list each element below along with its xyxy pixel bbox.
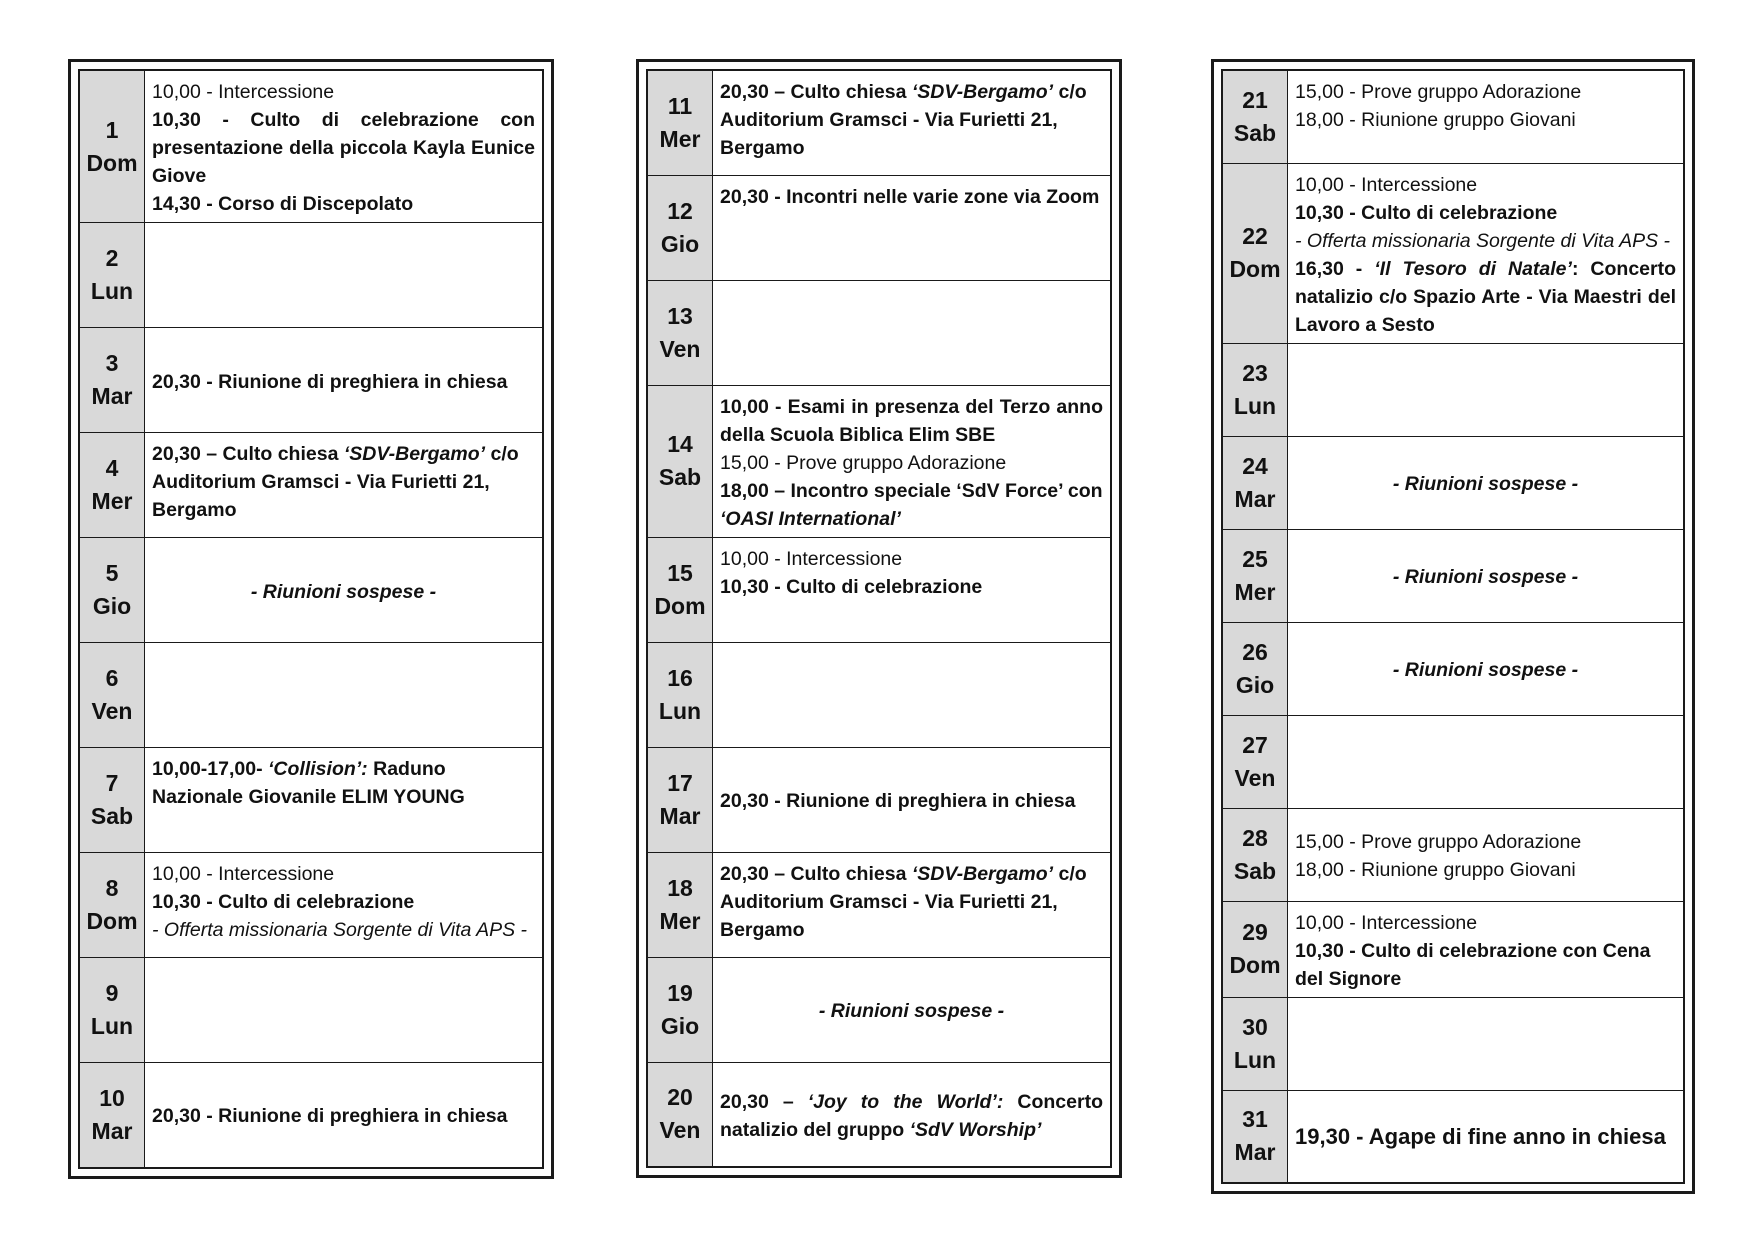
event-text: 10,30 - Culto di celebrazione (720, 575, 983, 598)
events-cell (713, 175, 1112, 280)
event-text: 18,00 - Riunione gruppo Giovani (1295, 109, 1576, 131)
event-text: 10,30 - Culto di celebrazione con presentazione della piccola Kayla Eunice Giove (152, 109, 535, 187)
events-cell (145, 433, 544, 538)
event-text: 10,30 - Culto di celebrazione con Cena del Signore (1295, 939, 1651, 990)
calendar-row-day-28 (1222, 808, 1684, 901)
day-name: Mer (1234, 578, 1276, 605)
event-line (1295, 106, 1676, 134)
day-number: 21 (1242, 86, 1268, 113)
event-line (720, 78, 1103, 162)
event-text: 18,00 - Riunione gruppo Giovani (1295, 859, 1576, 881)
event-line (152, 440, 535, 524)
event-text: 15,00 - Prove gruppo Adorazione (720, 451, 1007, 474)
events-cell (713, 642, 1112, 747)
event-text: c/o Auditorium Gramsci - Via Furietti 21, Bergamo (152, 443, 519, 521)
event-text: ‘Il Tesoro di Natale’ (1374, 257, 1572, 280)
event-text: 15,00 - Prove gruppo Adorazione (1295, 831, 1582, 853)
event-text: 18,00 – Incontro speciale ‘SdV Force’ con (720, 479, 1103, 502)
event-line (1295, 255, 1676, 339)
calendar-row-day-31 (1222, 1090, 1684, 1183)
day-number: 22 (1242, 223, 1268, 249)
event-line (720, 545, 1103, 573)
day-cell (79, 958, 145, 1063)
event-text: ‘SdV Worship’ (909, 1118, 1042, 1141)
day-name: Gio (660, 1012, 700, 1039)
day-name: Dom (1229, 952, 1281, 978)
day-name: Ven (659, 335, 701, 362)
day-name: Mer (659, 907, 701, 934)
day-cell (79, 538, 145, 643)
day-cell (79, 328, 145, 433)
calendar-row-day-23 (1222, 343, 1684, 436)
event-line (1295, 856, 1676, 884)
day-number: 10 (99, 1084, 125, 1111)
day-name: Lun (658, 697, 702, 724)
day-cell (1222, 436, 1288, 529)
day-cell (1222, 1090, 1288, 1183)
day-cell (79, 70, 145, 223)
events-cell (1288, 343, 1685, 436)
calendar-row-day-17 (647, 747, 1111, 852)
day-number: 23 (1242, 359, 1268, 386)
event-line (720, 393, 1103, 449)
day-name: Gio (660, 230, 700, 257)
day-number: 17 (667, 769, 693, 796)
day-cell (79, 433, 145, 538)
day-cell (647, 537, 713, 642)
event-text: 15,00 - Prove gruppo Adorazione (1295, 81, 1582, 103)
event-text: 10,00 - Intercessione (720, 547, 903, 570)
event-line (720, 787, 1103, 815)
event-line (152, 916, 535, 944)
events-cell (1288, 436, 1685, 529)
calendar-row-day-13 (647, 280, 1111, 385)
day-name: Mar (1234, 485, 1276, 512)
event-text: 20,30 – Culto chiesa (720, 862, 912, 885)
day-cell (647, 957, 713, 1062)
calendar-row-day-9 (79, 958, 543, 1063)
event-text: 19,30 - Agape di fine anno in chiesa (1295, 1124, 1666, 1150)
events-cell (1288, 1090, 1685, 1183)
event-line (152, 190, 535, 218)
event-line (152, 578, 535, 606)
day-name: Sab (90, 803, 134, 829)
day-cell (647, 747, 713, 852)
calendar-table (1222, 70, 1684, 1183)
events-cell (713, 747, 1112, 852)
day-name: Dom (86, 908, 138, 934)
day-cell (647, 642, 713, 747)
event-text: 20,30 – Culto chiesa (152, 443, 344, 465)
event-text: ‘Collision’: (268, 758, 368, 780)
day-number: 6 (105, 665, 119, 691)
calendar-column-2 (636, 59, 1122, 1178)
calendar-row-day-29 (1222, 901, 1684, 997)
day-number: 8 (105, 875, 119, 901)
event-line (720, 1088, 1103, 1144)
event-text: 20,30 – Culto chiesa (720, 81, 912, 103)
events-cell (713, 70, 1112, 175)
day-name: Dom (1229, 256, 1281, 282)
event-line (152, 78, 535, 106)
event-line (1295, 199, 1676, 227)
event-text: 20,30 - Riunione di preghiera in chiesa (720, 790, 1076, 812)
day-number: 1 (105, 116, 119, 143)
day-name: Mar (659, 802, 701, 829)
event-text: - Riunioni sospese - (818, 1000, 1005, 1022)
events-cell (1288, 715, 1685, 808)
day-number: 24 (1242, 452, 1268, 479)
event-line (720, 860, 1103, 944)
day-number: 18 (667, 874, 693, 901)
calendar-row-day-25 (1222, 529, 1684, 622)
day-cell (647, 385, 713, 537)
day-name: Lun (1233, 1046, 1277, 1073)
event-line (1295, 909, 1676, 937)
event-text: ‘SDV-Bergamo’ (343, 443, 486, 465)
day-name: Dom (86, 149, 138, 176)
event-text: 14,30 - (152, 193, 219, 215)
events-cell (145, 853, 544, 958)
events-cell (713, 280, 1112, 385)
calendar-row-day-5 (79, 538, 543, 643)
day-cell (1222, 715, 1288, 808)
event-line (720, 183, 1103, 211)
event-text: ‘SDV-Bergamo’ (911, 862, 1054, 885)
events-cell (1288, 622, 1685, 715)
event-line (152, 888, 535, 916)
event-text: 10,30 - Culto di celebrazione (152, 891, 415, 913)
calendar-row-day-18 (647, 852, 1111, 957)
day-number: 30 (1242, 1013, 1268, 1040)
event-line (1295, 1123, 1676, 1152)
events-cell (713, 537, 1112, 642)
event-line (1295, 656, 1676, 684)
calendar-column-1 (68, 59, 554, 1179)
day-cell (647, 852, 713, 957)
event-text: 20,30 - Incontri nelle varie zone via Zoom (720, 185, 1100, 208)
day-cell (1222, 997, 1288, 1090)
events-cell (1288, 70, 1685, 163)
day-cell (647, 1062, 713, 1167)
event-text: c/o Auditorium Gramsci - Via Furietti 21, Bergamo (720, 862, 1087, 941)
day-number: 31 (1242, 1106, 1268, 1133)
calendar-row-day-30 (1222, 997, 1684, 1090)
day-number: 15 (667, 559, 693, 586)
event-text: 10,00 - Intercessione (152, 81, 335, 103)
event-line (152, 368, 535, 396)
day-number: 29 (1242, 919, 1268, 945)
day-name: Ven (91, 698, 133, 724)
day-name: Mer (91, 488, 133, 514)
calendar-row-day-8 (79, 853, 543, 958)
events-cell (145, 748, 544, 853)
calendar-row-day-12 (647, 175, 1111, 280)
day-number: 25 (1242, 545, 1268, 572)
day-cell (1222, 70, 1288, 163)
event-line (720, 997, 1103, 1025)
event-text: ‘OASI International’ (720, 507, 901, 530)
event-line (720, 477, 1103, 533)
event-text: 10,00-17,00- (152, 758, 269, 780)
event-text: 10,30 - Culto di celebrazione (1295, 201, 1558, 224)
day-name: Sab (1233, 119, 1277, 146)
event-line (720, 573, 1103, 601)
calendar-row-day-26 (1222, 622, 1684, 715)
day-name: Lun (90, 278, 134, 304)
event-text: 10,00 - Intercessione (1295, 911, 1478, 934)
day-name: Mar (91, 1117, 133, 1144)
event-text: 16,30 - (1295, 257, 1375, 280)
day-number: 2 (105, 245, 119, 271)
event-text: 20,30 – (720, 1090, 808, 1113)
day-cell (1222, 901, 1288, 997)
event-text: 20,30 - Riunione di preghiera in chiesa (152, 370, 508, 393)
calendar-row-day-19 (647, 957, 1111, 1062)
event-text: ‘SDV-Bergamo’ (911, 81, 1054, 103)
calendar-row-day-21 (1222, 70, 1684, 163)
day-name: Gio (1235, 671, 1275, 698)
day-name: Lun (90, 1013, 134, 1039)
day-cell (1222, 622, 1288, 715)
calendar-row-day-16 (647, 642, 1111, 747)
event-text: : Concerto natalizio c/o Spazio Arte - Via Maestri del Lavoro a Sesto (1295, 257, 1676, 336)
calendar-row-day-1 (79, 70, 543, 223)
event-text: Raduno Nazionale Giovanile ELIM YOUNG (152, 758, 465, 808)
day-number: 5 (105, 560, 119, 586)
calendar-row-day-10 (79, 1063, 543, 1168)
day-cell (79, 748, 145, 853)
day-cell (79, 643, 145, 748)
calendar-row-day-15 (647, 537, 1111, 642)
events-cell (1288, 529, 1685, 622)
event-text: - Riunioni sospese - (250, 580, 437, 603)
day-number: 11 (667, 92, 693, 119)
event-text: - Offerta missionaria Sorgente di Vita APS - (152, 919, 527, 941)
calendar-row-day-4 (79, 433, 543, 538)
day-cell (1222, 343, 1288, 436)
day-cell (79, 853, 145, 958)
events-cell (1288, 163, 1685, 343)
day-cell (79, 223, 145, 328)
event-text: - Offerta missionaria Sorgente di Vita APS - (1295, 229, 1670, 252)
day-number: 27 (1242, 731, 1268, 758)
events-cell (145, 958, 544, 1063)
event-line (1295, 171, 1676, 199)
day-cell (79, 1063, 145, 1168)
day-cell (1222, 529, 1288, 622)
day-name: Mar (1234, 1139, 1276, 1166)
events-cell (713, 852, 1112, 957)
events-cell (145, 328, 544, 433)
calendar-row-day-3 (79, 328, 543, 433)
event-line (152, 106, 535, 190)
day-name: Sab (658, 464, 702, 490)
day-number: 4 (105, 455, 119, 481)
event-line (1295, 563, 1676, 591)
calendar-row-day-7 (79, 748, 543, 853)
day-name: Mer (659, 125, 701, 152)
day-name: Ven (1234, 764, 1276, 791)
calendar-row-day-27 (1222, 715, 1684, 808)
calendar-column-3 (1211, 59, 1695, 1194)
events-cell (713, 957, 1112, 1062)
calendar-row-day-6 (79, 643, 543, 748)
event-line (720, 449, 1103, 477)
calendar-row-day-24 (1222, 436, 1684, 529)
events-cell (713, 1062, 1112, 1167)
event-text: - Riunioni sospese - (1392, 659, 1579, 681)
events-cell (1288, 997, 1685, 1090)
day-number: 26 (1242, 638, 1268, 665)
day-cell (1222, 808, 1288, 901)
event-text: ‘Joy to the World’: (807, 1090, 1004, 1113)
events-cell (713, 385, 1112, 537)
event-text: 10,00 - Esami in presenza del Terzo anno della Scuola Biblica Elim SBE (720, 395, 1103, 446)
day-name: Gio (92, 593, 132, 619)
event-text: c/o Auditorium Gramsci - Via Furietti 21, Bergamo (720, 81, 1087, 159)
day-number: 9 (105, 980, 119, 1006)
event-line (1295, 828, 1676, 856)
day-name: Sab (1233, 857, 1277, 884)
calendar-table (79, 70, 543, 1168)
calendar-row-day-22 (1222, 163, 1684, 343)
events-cell (1288, 901, 1685, 997)
day-number: 13 (667, 302, 693, 329)
day-cell (1222, 163, 1288, 343)
event-text: 20,30 - Riunione di preghiera in chiesa (152, 1105, 508, 1128)
events-cell (145, 223, 544, 328)
calendar-row-day-14 (647, 385, 1111, 537)
event-line (1295, 937, 1676, 993)
day-cell (647, 280, 713, 385)
event-text: Concerto natalizio del gruppo (720, 1090, 1103, 1141)
day-number: 14 (667, 431, 693, 457)
event-text: 10,00 - Intercessione (1295, 173, 1478, 196)
calendar-row-day-2 (79, 223, 543, 328)
events-cell (145, 538, 544, 643)
event-line (152, 755, 535, 811)
day-name: Mar (91, 383, 133, 409)
events-cell (145, 643, 544, 748)
day-number: 16 (667, 664, 693, 691)
day-number: 7 (105, 770, 119, 796)
event-line (1295, 227, 1676, 255)
day-name: Lun (1233, 392, 1277, 419)
day-number: 3 (105, 350, 119, 376)
event-text: - Riunioni sospese - (1392, 473, 1579, 495)
calendar-table (647, 70, 1111, 1167)
day-cell (647, 70, 713, 175)
event-line (152, 1102, 535, 1130)
event-line (1295, 470, 1676, 498)
day-number: 20 (667, 1084, 693, 1111)
day-name: Ven (659, 1117, 701, 1144)
event-line (152, 860, 535, 888)
day-number: 19 (667, 979, 693, 1006)
calendar-row-day-20 (647, 1062, 1111, 1167)
day-number: 28 (1242, 824, 1268, 851)
event-line (1295, 78, 1676, 106)
event-text: 10,00 - Intercessione (152, 863, 335, 885)
day-cell (647, 175, 713, 280)
day-name: Dom (654, 592, 706, 619)
events-cell (1288, 808, 1685, 901)
events-cell (145, 70, 544, 223)
calendar-row-day-11 (647, 70, 1111, 175)
event-text: Corso di Discepolato (218, 193, 414, 215)
events-cell (145, 1063, 544, 1168)
day-number: 12 (667, 197, 693, 224)
event-text: - Riunioni sospese - (1392, 566, 1579, 588)
